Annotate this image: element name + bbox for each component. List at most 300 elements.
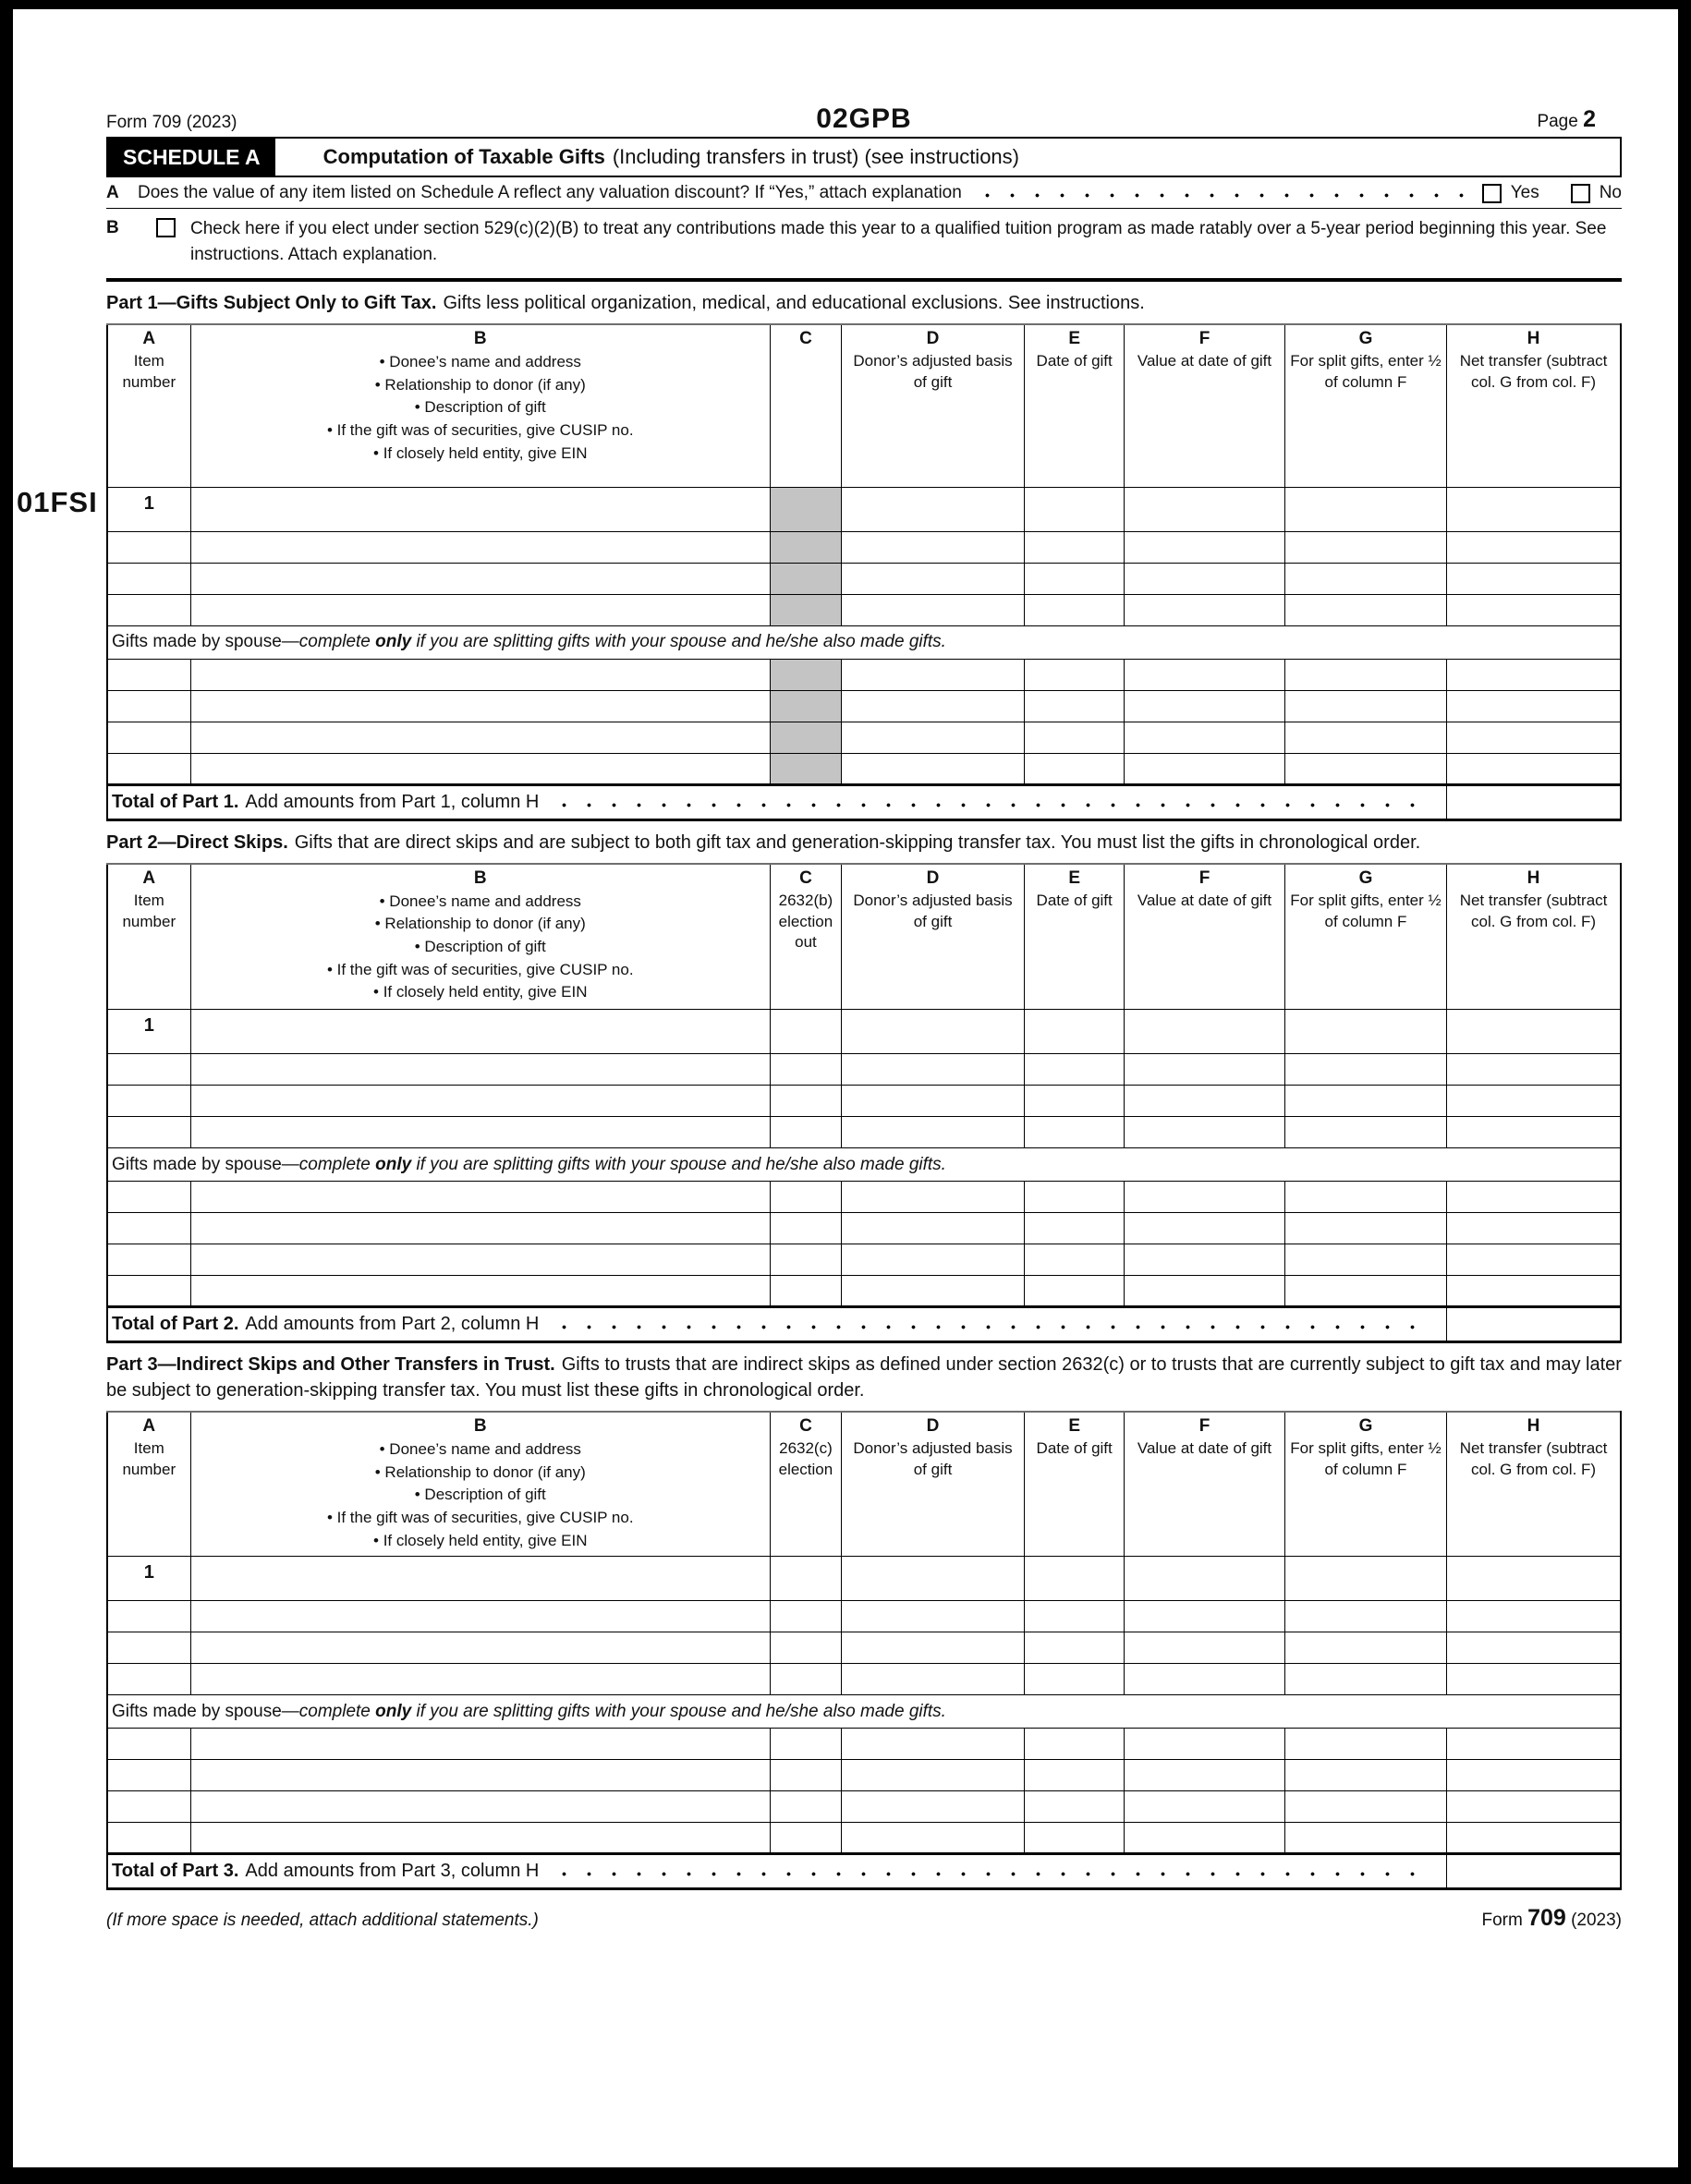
footer-note: (If more space is needed, attach additional statements.) bbox=[106, 1911, 539, 1931]
gift-entry-cell[interactable] bbox=[1125, 594, 1285, 625]
gift-entry-cell[interactable] bbox=[841, 531, 1024, 563]
gift-row bbox=[107, 1601, 1621, 1632]
part3-column-headers bbox=[107, 1412, 1621, 1557]
gift-entry-cell[interactable] bbox=[190, 1182, 770, 1213]
gift-entry-cell[interactable] bbox=[1284, 1791, 1446, 1823]
gift-entry-cell[interactable] bbox=[1447, 1054, 1621, 1086]
gift-entry-cell[interactable] bbox=[841, 690, 1024, 722]
gift-entry-cell[interactable] bbox=[1447, 659, 1621, 690]
gift-row bbox=[107, 722, 1621, 753]
total-bold: Total of Part 3. bbox=[112, 1861, 239, 1882]
col-a-label: Item number bbox=[122, 891, 176, 930]
item-number-cell bbox=[107, 753, 190, 784]
gift-entry-cell[interactable] bbox=[190, 1760, 770, 1791]
col-a-letter: A bbox=[142, 329, 156, 349]
gift-entry-cell[interactable] bbox=[1284, 1054, 1446, 1086]
gift-entry-cell[interactable] bbox=[1284, 1213, 1446, 1244]
col-g-header bbox=[1284, 864, 1446, 1010]
col-h-label: Net transfer (subtract col. G from col. F) bbox=[1459, 1439, 1608, 1479]
gift-entry-cell[interactable] bbox=[770, 1664, 841, 1695]
gift-entry-cell[interactable] bbox=[1447, 1664, 1621, 1695]
gift-entry-cell[interactable] bbox=[1284, 1760, 1446, 1791]
gift-entry-cell[interactable] bbox=[1284, 690, 1446, 722]
gift-entry-cell[interactable] bbox=[1284, 563, 1446, 594]
col-e-label: Date of gift bbox=[1036, 352, 1113, 370]
item-number-cell bbox=[107, 531, 190, 563]
gift-entry-cell[interactable] bbox=[770, 1823, 841, 1854]
gift-entry-cell[interactable] bbox=[1025, 1729, 1125, 1760]
gift-entry-cell[interactable] bbox=[841, 1213, 1024, 1244]
gift-entry-cell[interactable] bbox=[1284, 1086, 1446, 1117]
col-h-letter: H bbox=[1527, 329, 1540, 349]
spouse-note-text: only bbox=[375, 632, 412, 652]
gift-entry-cell[interactable] bbox=[190, 563, 770, 594]
gift-entry-cell[interactable] bbox=[190, 1244, 770, 1276]
col-e-label: Date of gift bbox=[1036, 1439, 1113, 1458]
gift-entry-cell[interactable] bbox=[190, 1664, 770, 1695]
col-g-letter: G bbox=[1358, 868, 1373, 888]
part3-total-label bbox=[107, 1854, 1447, 1889]
gift-row bbox=[107, 1632, 1621, 1664]
gift-entry-cell[interactable] bbox=[1125, 1601, 1285, 1632]
col-b-bullet: • If the gift was of securities, give CUSIP no. bbox=[194, 419, 767, 443]
section-529-election-checkbox[interactable] bbox=[156, 218, 176, 237]
page-number bbox=[1537, 106, 1596, 133]
col-b-bullet: • If the gift was of securities, give CUSIP no. bbox=[194, 1507, 767, 1530]
gift-entry-cell[interactable] bbox=[841, 1557, 1024, 1601]
col-c-header bbox=[770, 324, 841, 487]
col-b-bullet: • Relationship to donor (if any) bbox=[194, 913, 767, 936]
gift-entry-cell[interactable] bbox=[1025, 487, 1125, 531]
shaded-no-entry-cell bbox=[770, 487, 841, 531]
item-number-cell bbox=[107, 1791, 190, 1823]
col-d-header bbox=[841, 864, 1024, 1010]
gift-entry-cell[interactable] bbox=[770, 1182, 841, 1213]
gift-entry-cell[interactable] bbox=[1447, 1244, 1621, 1276]
gift-entry-cell[interactable] bbox=[190, 690, 770, 722]
spouse-note-text: complete bbox=[298, 1154, 376, 1174]
gift-entry-cell[interactable] bbox=[770, 1010, 841, 1054]
gift-entry-cell[interactable] bbox=[1284, 659, 1446, 690]
gift-entry-cell[interactable] bbox=[1025, 1632, 1125, 1664]
gift-entry-cell[interactable] bbox=[1125, 1632, 1285, 1664]
col-a-letter: A bbox=[142, 1416, 156, 1437]
gift-entry-cell[interactable] bbox=[841, 594, 1024, 625]
gift-entry-cell[interactable] bbox=[1125, 1086, 1285, 1117]
gift-entry-cell[interactable] bbox=[770, 1244, 841, 1276]
shaded-no-entry-cell bbox=[770, 563, 841, 594]
gift-entry-cell[interactable] bbox=[1447, 1213, 1621, 1244]
col-e-header bbox=[1025, 864, 1125, 1010]
dot-leader bbox=[552, 1324, 1433, 1330]
gift-entry-cell[interactable] bbox=[841, 1791, 1024, 1823]
yes-checkbox[interactable] bbox=[1482, 184, 1502, 203]
part3-heading-rest: Gifts to trusts that are indirect skips as defined under section 2632(c) or to trusts that are currently subject to gift tax and may later be subject to generation-skipping transfer tax. You must list these gifts in chronological order. bbox=[106, 1354, 1622, 1401]
gift-entry-cell[interactable] bbox=[1125, 1213, 1285, 1244]
gift-entry-cell[interactable] bbox=[770, 1086, 841, 1117]
col-f-label: Value at date of gift bbox=[1137, 891, 1272, 909]
col-e-letter: E bbox=[1068, 329, 1080, 349]
gift-row bbox=[107, 1213, 1621, 1244]
gift-entry-cell[interactable] bbox=[1284, 1276, 1446, 1307]
gift-entry-cell[interactable] bbox=[190, 722, 770, 753]
line-b-text: Check here if you elect under section 529(c)(2)(B) to treat any contributions made this year to a qualified tuition program as made ratably over a 5-year period beginning this year. See instructions. Attach explanation. bbox=[190, 219, 1607, 264]
gift-entry-cell[interactable] bbox=[841, 1729, 1024, 1760]
gift-entry-cell[interactable] bbox=[841, 722, 1024, 753]
gift-entry-cell[interactable] bbox=[1125, 1823, 1285, 1854]
col-f-header bbox=[1125, 1412, 1285, 1557]
col-h-header bbox=[1447, 1412, 1621, 1557]
gift-entry-cell[interactable] bbox=[190, 1010, 770, 1054]
part1-total-label bbox=[107, 784, 1447, 819]
col-g-header bbox=[1284, 324, 1446, 487]
col-b-bullet: • Donee’s name and address bbox=[194, 351, 767, 374]
gift-entry-cell[interactable] bbox=[1125, 659, 1285, 690]
spouse-note-text: if you are splitting gifts with your spouse and he/she also made gifts. bbox=[411, 1154, 946, 1174]
col-c-header bbox=[770, 1412, 841, 1557]
gift-row bbox=[107, 1086, 1621, 1117]
gift-entry-cell[interactable] bbox=[1447, 1010, 1621, 1054]
part1-gifts-table bbox=[106, 323, 1622, 821]
col-a-label: Item number bbox=[122, 1439, 176, 1479]
gift-entry-cell[interactable] bbox=[1025, 594, 1125, 625]
gift-entry-cell[interactable] bbox=[770, 1213, 841, 1244]
gift-entry-cell[interactable] bbox=[1447, 1086, 1621, 1117]
item-number-cell bbox=[107, 1760, 190, 1791]
schedule-a-title-bar bbox=[106, 137, 1622, 177]
line-a-valuation-discount bbox=[106, 177, 1622, 209]
part2-total-amount-cell[interactable] bbox=[1447, 1307, 1621, 1342]
gift-entry-cell[interactable] bbox=[1447, 1117, 1621, 1148]
part3-gifts-table bbox=[106, 1411, 1622, 1890]
col-d-letter: D bbox=[926, 329, 940, 349]
gift-entry-cell[interactable] bbox=[1025, 1010, 1125, 1054]
dot-leader bbox=[975, 192, 1473, 199]
part2-heading-bold: Part 2—Direct Skips. bbox=[106, 831, 288, 853]
col-g-label: For split gifts, enter ½ of column F bbox=[1290, 352, 1442, 392]
col-e-header bbox=[1025, 1412, 1125, 1557]
gift-entry-cell[interactable] bbox=[1284, 1557, 1446, 1601]
spouse-note-text: only bbox=[375, 1701, 412, 1721]
gift-entry-cell[interactable] bbox=[190, 1823, 770, 1854]
gift-entry-cell[interactable] bbox=[1025, 1054, 1125, 1086]
dot-leader bbox=[552, 802, 1433, 808]
gift-entry-cell[interactable] bbox=[1284, 594, 1446, 625]
gift-row bbox=[107, 1823, 1621, 1854]
gift-entry-cell[interactable] bbox=[1447, 1276, 1621, 1307]
gift-entry-cell[interactable] bbox=[190, 1054, 770, 1086]
spouse-note-text: Gifts made by spouse— bbox=[112, 1701, 299, 1721]
col-e-label: Date of gift bbox=[1036, 891, 1113, 909]
gift-entry-cell[interactable] bbox=[841, 1601, 1024, 1632]
col-b-header bbox=[190, 1412, 770, 1557]
gift-entry-cell[interactable] bbox=[841, 1117, 1024, 1148]
gift-row bbox=[107, 690, 1621, 722]
gift-entry-cell[interactable] bbox=[1025, 1276, 1125, 1307]
gift-entry-cell[interactable] bbox=[190, 1601, 770, 1632]
gift-entry-cell[interactable] bbox=[1125, 531, 1285, 563]
col-f-letter: F bbox=[1198, 329, 1210, 349]
part1-heading bbox=[106, 282, 1622, 323]
gift-entry-cell[interactable] bbox=[1447, 563, 1621, 594]
gift-entry-cell[interactable] bbox=[190, 1729, 770, 1760]
gift-entry-cell[interactable] bbox=[1025, 722, 1125, 753]
item-number-cell bbox=[107, 563, 190, 594]
gift-entry-cell[interactable] bbox=[1447, 487, 1621, 531]
gift-entry-cell[interactable] bbox=[1447, 594, 1621, 625]
gift-entry-cell[interactable] bbox=[1025, 1086, 1125, 1117]
gift-row bbox=[107, 487, 1621, 531]
col-f-letter: F bbox=[1198, 1416, 1210, 1437]
spouse-gifts-row bbox=[107, 1695, 1621, 1729]
footer-form-year: (2023) bbox=[1571, 1911, 1622, 1931]
gift-entry-cell[interactable] bbox=[841, 1054, 1024, 1086]
gift-entry-cell[interactable] bbox=[1284, 1010, 1446, 1054]
gift-entry-cell[interactable] bbox=[190, 1276, 770, 1307]
scan-marker-left: 01FSI bbox=[17, 486, 98, 518]
gift-entry-cell[interactable] bbox=[1447, 690, 1621, 722]
col-b-letter: B bbox=[473, 1416, 487, 1437]
gift-entry-cell[interactable] bbox=[1447, 531, 1621, 563]
col-a-label: Item number bbox=[122, 352, 176, 392]
spouse-note-text: if you are splitting gifts with your spouse and he/she also made gifts. bbox=[411, 632, 946, 652]
gift-entry-cell[interactable] bbox=[1125, 1244, 1285, 1276]
total-bold: Total of Part 1. bbox=[112, 791, 239, 812]
gift-entry-cell[interactable] bbox=[190, 659, 770, 690]
gift-entry-cell[interactable] bbox=[770, 1632, 841, 1664]
part2-heading-rest: Gifts that are direct skips and are subject to both gift tax and generation-skipping transfer tax. You must list the gifts in chronological order. bbox=[294, 831, 1421, 853]
col-b-header bbox=[190, 864, 770, 1010]
gift-entry-cell[interactable] bbox=[190, 1117, 770, 1148]
col-f-letter: F bbox=[1198, 868, 1210, 888]
gift-entry-cell[interactable] bbox=[1025, 1244, 1125, 1276]
col-b-bullet: • If closely held entity, give EIN bbox=[194, 981, 767, 1004]
gift-entry-cell[interactable] bbox=[770, 1557, 841, 1601]
col-f-header bbox=[1125, 864, 1285, 1010]
gift-entry-cell[interactable] bbox=[1025, 563, 1125, 594]
gift-entry-cell[interactable] bbox=[1025, 659, 1125, 690]
col-b-bullet: • Description of gift bbox=[194, 1484, 767, 1507]
gift-entry-cell[interactable] bbox=[1284, 531, 1446, 563]
gift-entry-cell[interactable] bbox=[1025, 531, 1125, 563]
item-number-cell bbox=[107, 1054, 190, 1086]
col-d-header bbox=[841, 1412, 1024, 1557]
gift-entry-cell[interactable] bbox=[841, 1760, 1024, 1791]
gift-entry-cell[interactable] bbox=[1447, 753, 1621, 784]
col-b-header bbox=[190, 324, 770, 487]
gift-entry-cell[interactable] bbox=[1125, 753, 1285, 784]
gift-entry-cell[interactable] bbox=[770, 1729, 841, 1760]
gift-entry-cell[interactable] bbox=[841, 659, 1024, 690]
gift-entry-cell[interactable] bbox=[1447, 1823, 1621, 1854]
gift-entry-cell[interactable] bbox=[841, 563, 1024, 594]
gift-entry-cell[interactable] bbox=[1125, 1276, 1285, 1307]
gift-entry-cell[interactable] bbox=[1125, 1760, 1285, 1791]
gift-entry-cell[interactable] bbox=[841, 1010, 1024, 1054]
col-h-label: Net transfer (subtract col. G from col. F) bbox=[1459, 891, 1608, 930]
schedule-a-label: SCHEDULE A bbox=[108, 139, 275, 176]
page-label: Page bbox=[1537, 112, 1578, 131]
gift-entry-cell[interactable] bbox=[190, 1086, 770, 1117]
gift-entry-cell[interactable] bbox=[1447, 1791, 1621, 1823]
gift-entry-cell[interactable] bbox=[770, 1054, 841, 1086]
page-number-value: 2 bbox=[1583, 106, 1596, 132]
col-a-letter: A bbox=[142, 868, 156, 888]
line-a-label: A bbox=[106, 183, 119, 202]
col-b-bullet: • Donee’s name and address bbox=[194, 891, 767, 914]
gift-entry-cell[interactable] bbox=[1284, 1729, 1446, 1760]
footer-form-number: 709 bbox=[1527, 1905, 1566, 1932]
gift-entry-cell[interactable] bbox=[1284, 487, 1446, 531]
gift-entry-cell[interactable] bbox=[1125, 563, 1285, 594]
gift-entry-cell[interactable] bbox=[1284, 753, 1446, 784]
col-a-header bbox=[107, 324, 190, 487]
gift-entry-cell[interactable] bbox=[841, 1244, 1024, 1276]
col-e-letter: E bbox=[1068, 868, 1080, 888]
gift-entry-cell[interactable] bbox=[841, 1276, 1024, 1307]
item-number-cell: 1 bbox=[107, 1010, 190, 1054]
gift-entry-cell[interactable] bbox=[1025, 753, 1125, 784]
col-b-bullet: • If the gift was of securities, give CUSIP no. bbox=[194, 959, 767, 982]
spouse-note-text: complete bbox=[298, 632, 376, 652]
part1-column-headers bbox=[107, 324, 1621, 487]
gift-entry-cell[interactable] bbox=[1284, 1632, 1446, 1664]
gift-entry-cell[interactable] bbox=[1125, 722, 1285, 753]
gift-entry-cell[interactable] bbox=[1284, 722, 1446, 753]
gift-entry-cell[interactable] bbox=[190, 753, 770, 784]
gift-entry-cell[interactable] bbox=[1025, 1823, 1125, 1854]
gift-entry-cell[interactable] bbox=[1025, 690, 1125, 722]
page-header bbox=[106, 91, 1622, 137]
gift-entry-cell[interactable] bbox=[1284, 1244, 1446, 1276]
gift-entry-cell[interactable] bbox=[1284, 1182, 1446, 1213]
gift-entry-cell[interactable] bbox=[1447, 1760, 1621, 1791]
col-g-header bbox=[1284, 1412, 1446, 1557]
gift-entry-cell[interactable] bbox=[841, 487, 1024, 531]
gift-entry-cell[interactable] bbox=[1284, 1664, 1446, 1695]
gift-entry-cell[interactable] bbox=[1125, 1729, 1285, 1760]
gift-row bbox=[107, 1276, 1621, 1307]
item-number-cell bbox=[107, 1632, 190, 1664]
col-c-label: 2632(b) election out bbox=[778, 891, 833, 952]
item-number-cell bbox=[107, 722, 190, 753]
gift-entry-cell[interactable] bbox=[190, 487, 770, 531]
spouse-note-text: complete bbox=[298, 1701, 376, 1721]
gift-entry-cell[interactable] bbox=[1025, 1213, 1125, 1244]
gift-entry-cell[interactable] bbox=[1125, 1791, 1285, 1823]
gift-entry-cell[interactable] bbox=[1025, 1760, 1125, 1791]
part1-total-amount-cell[interactable] bbox=[1447, 784, 1621, 819]
gift-row bbox=[107, 1010, 1621, 1054]
col-b-bullet: • Description of gift bbox=[194, 396, 767, 419]
gift-entry-cell[interactable] bbox=[1284, 1823, 1446, 1854]
gift-entry-cell[interactable] bbox=[1025, 1791, 1125, 1823]
gift-entry-cell[interactable] bbox=[1125, 690, 1285, 722]
gift-entry-cell[interactable] bbox=[1125, 1182, 1285, 1213]
gift-entry-cell[interactable] bbox=[770, 1601, 841, 1632]
gift-entry-cell[interactable] bbox=[1447, 1601, 1621, 1632]
spouse-gifts-row bbox=[107, 1148, 1621, 1182]
schedule-a-title bbox=[275, 139, 1019, 176]
gift-entry-cell[interactable] bbox=[1025, 1182, 1125, 1213]
gift-entry-cell[interactable] bbox=[770, 1791, 841, 1823]
gift-entry-cell[interactable] bbox=[1447, 1182, 1621, 1213]
part1-heading-rest: Gifts less political organization, medical, and educational exclusions. See instructions. bbox=[443, 293, 1145, 314]
schedule-a-title-bold: Computation of Taxable Gifts bbox=[322, 145, 605, 168]
gift-entry-cell[interactable] bbox=[841, 1632, 1024, 1664]
gift-entry-cell[interactable] bbox=[1284, 1601, 1446, 1632]
shaded-no-entry-cell bbox=[770, 753, 841, 784]
gift-entry-cell[interactable] bbox=[190, 531, 770, 563]
spouse-note-text: only bbox=[375, 1154, 412, 1174]
gift-entry-cell[interactable] bbox=[1447, 1632, 1621, 1664]
item-number-cell bbox=[107, 1601, 190, 1632]
gift-entry-cell[interactable] bbox=[1447, 1557, 1621, 1601]
gift-entry-cell[interactable] bbox=[1447, 722, 1621, 753]
gift-entry-cell[interactable] bbox=[190, 1632, 770, 1664]
col-h-header bbox=[1447, 864, 1621, 1010]
col-b-letter: B bbox=[473, 329, 487, 349]
col-a-header bbox=[107, 864, 190, 1010]
no-checkbox[interactable] bbox=[1571, 184, 1590, 203]
gift-entry-cell[interactable] bbox=[1025, 1117, 1125, 1148]
gift-entry-cell[interactable] bbox=[1447, 1729, 1621, 1760]
gift-entry-cell[interactable] bbox=[190, 1213, 770, 1244]
yes-option bbox=[1482, 183, 1539, 203]
part2-total-label bbox=[107, 1307, 1447, 1342]
gift-entry-cell[interactable] bbox=[190, 1557, 770, 1601]
gift-entry-cell[interactable] bbox=[1125, 1054, 1285, 1086]
gift-entry-cell[interactable] bbox=[841, 1823, 1024, 1854]
gift-entry-cell[interactable] bbox=[841, 1182, 1024, 1213]
gift-entry-cell[interactable] bbox=[770, 1117, 841, 1148]
col-f-label: Value at date of gift bbox=[1137, 1439, 1272, 1458]
col-b-bullet: • If closely held entity, give EIN bbox=[194, 443, 767, 466]
col-f-label: Value at date of gift bbox=[1137, 352, 1272, 370]
gift-row bbox=[107, 659, 1621, 690]
col-b-bullet: • Relationship to donor (if any) bbox=[194, 374, 767, 397]
part2-heading bbox=[106, 821, 1622, 863]
col-b-letter: B bbox=[473, 868, 487, 888]
part1-total-row bbox=[107, 784, 1621, 819]
gift-row bbox=[107, 1117, 1621, 1148]
yes-label: Yes bbox=[1510, 183, 1539, 202]
part3-total-amount-cell[interactable] bbox=[1447, 1854, 1621, 1889]
gift-entry-cell[interactable] bbox=[1125, 487, 1285, 531]
gift-entry-cell[interactable] bbox=[841, 1664, 1024, 1695]
gift-entry-cell[interactable] bbox=[1125, 1010, 1285, 1054]
gift-entry-cell[interactable] bbox=[1025, 1557, 1125, 1601]
col-g-letter: G bbox=[1358, 1416, 1373, 1437]
gift-entry-cell[interactable] bbox=[841, 1086, 1024, 1117]
item-number-cell bbox=[107, 690, 190, 722]
gift-entry-cell[interactable] bbox=[190, 594, 770, 625]
gift-entry-cell[interactable] bbox=[1025, 1601, 1125, 1632]
gift-entry-cell[interactable] bbox=[1125, 1557, 1285, 1601]
shaded-no-entry-cell bbox=[770, 594, 841, 625]
col-b-bullet-list bbox=[194, 891, 767, 1004]
gift-entry-cell[interactable] bbox=[1125, 1117, 1285, 1148]
line-a-question: Does the value of any item listed on Schedule A reflect any valuation discount? If “Yes,” attach explanation bbox=[138, 183, 962, 202]
gift-entry-cell[interactable] bbox=[1125, 1664, 1285, 1695]
gift-entry-cell[interactable] bbox=[1025, 1664, 1125, 1695]
gift-entry-cell[interactable] bbox=[770, 1276, 841, 1307]
gift-entry-cell[interactable] bbox=[1284, 1117, 1446, 1148]
gift-entry-cell[interactable] bbox=[841, 753, 1024, 784]
gift-entry-cell[interactable] bbox=[190, 1791, 770, 1823]
gift-entry-cell[interactable] bbox=[770, 1760, 841, 1791]
total-rest: Add amounts from Part 3, column H bbox=[245, 1861, 540, 1882]
